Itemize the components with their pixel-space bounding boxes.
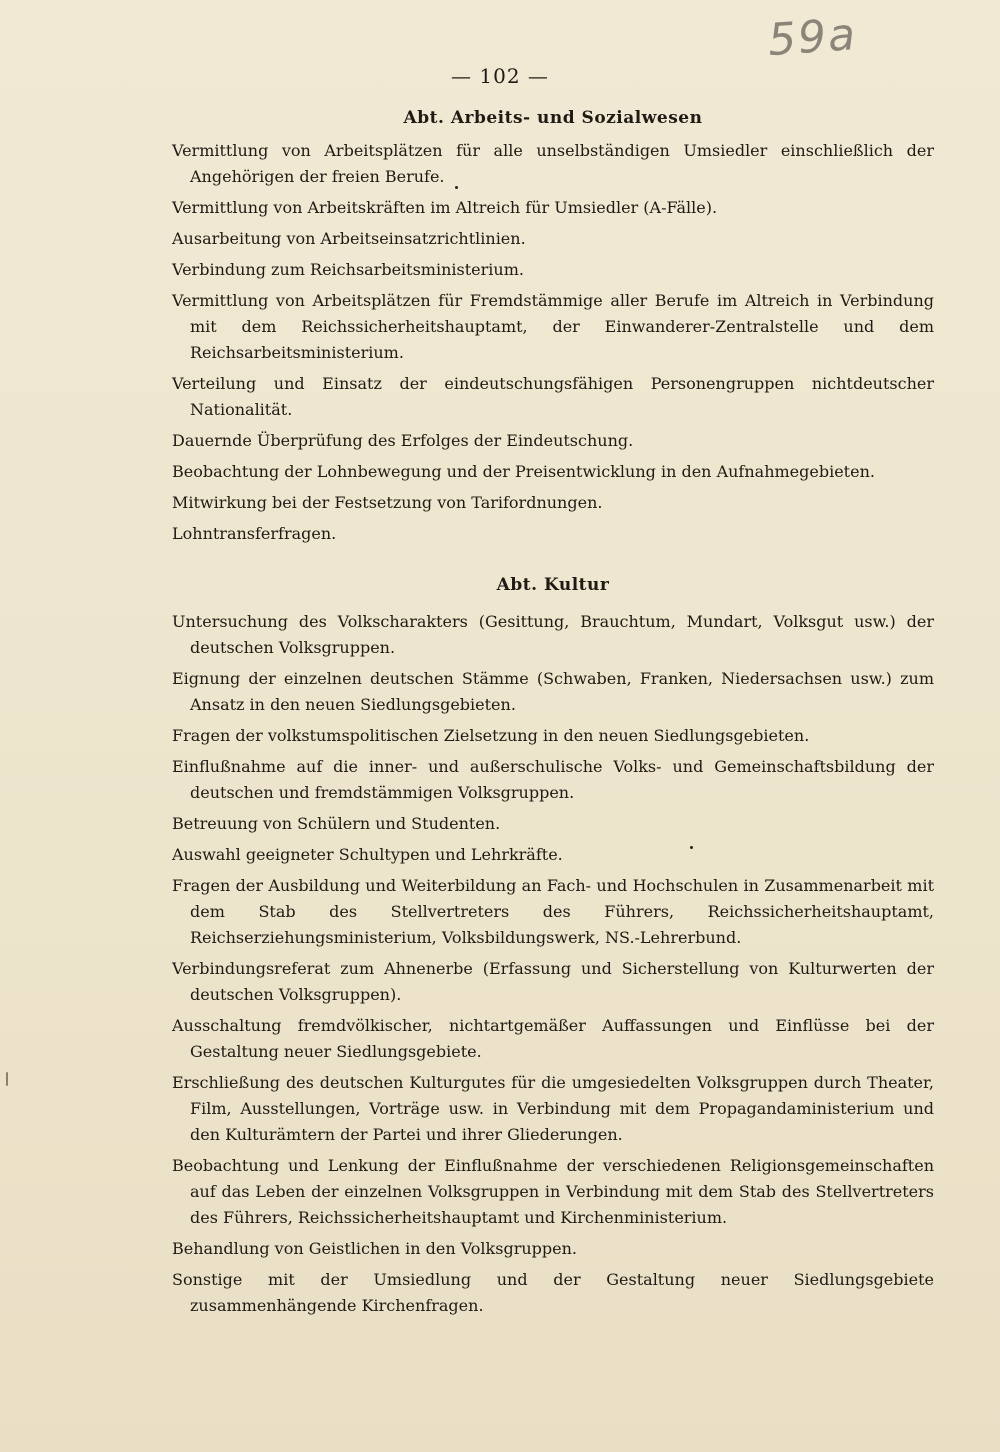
section-heading-arbeit: Abt. Arbeits- und Sozialwesen bbox=[403, 108, 703, 128]
paper-speck bbox=[455, 186, 458, 189]
list-item: Ausschaltung fremdvölkischer, nichtartgemäßer Auffassungen und Einflüsse bei der Gestaltung neuer Siedlungsgebiete. bbox=[172, 1016, 934, 1061]
list-item: Betreuung von Schülern und Studenten. bbox=[172, 814, 501, 833]
list-item: Auswahl geeigneter Schultypen und Lehrkräfte. bbox=[172, 845, 563, 864]
list-item: Sonstige mit der Umsiedlung und der Gestaltung neuer Siedlungsgebiete zusammenhängende Kirchenfragen. bbox=[172, 1270, 934, 1315]
list-item: Ausarbeitung von Arbeitseinsatzrichtlinien. bbox=[172, 229, 526, 248]
list-item: Beobachtung und Lenkung der Einflußnahme der verschiedenen Religionsgemeinschaften auf das Leben der einzelnen Volksgruppen in Verbindung mit dem Stab des Stellvertreters des Führers, Reichssicherheitshauptamt und Kirchenministerium. bbox=[172, 1156, 934, 1227]
list-item: Beobachtung der Lohnbewegung und der Preisentwicklung in den Aufnahmegebieten. bbox=[172, 462, 875, 481]
page-edge-mark bbox=[6, 1072, 8, 1086]
list-item: Fragen der Ausbildung und Weiterbildung an Fach- und Hochschulen in Zusammenarbeit mit dem Stab des Stellvertreters des Führers, Reichssicherheitshauptamt, Reichserziehungsministerium, Volksbildungswerk, NS.-Lehrerbund. bbox=[172, 876, 934, 947]
list-item: Fragen der volkstumspolitischen Zielsetzung in den neuen Siedlungsgebieten. bbox=[172, 726, 810, 745]
list-item: Vermittlung von Arbeitsplätzen für Fremdstämmige aller Berufe im Altreich in Verbindung mit dem Reichssicherheitshauptamt, der Einwanderer-Zentralstelle und dem Reichsarbeitsministerium. bbox=[172, 291, 934, 362]
document-body bbox=[172, 108, 934, 1324]
list-item: Vermittlung von Arbeitsplätzen für alle unselbständigen Umsiedler einschließlich der Angehörigen der freien Berufe. bbox=[172, 141, 934, 186]
list-item: Mitwirkung bei der Festsetzung von Tarifordnungen. bbox=[172, 493, 603, 512]
list-item: Einflußnahme auf die inner- und außerschulische Volks- und Gemeinschaftsbildung der deutschen und fremdstämmigen Volksgruppen. bbox=[172, 757, 934, 802]
list-item: Erschließung des deutschen Kulturgutes für die umgesiedelten Volksgruppen durch Theater, Film, Ausstellungen, Vorträge usw. in Verbindung mit dem Propagandaministerium und den Kulturämtern der Partei und ihrer Gliederungen. bbox=[172, 1073, 934, 1144]
list-item: Vermittlung von Arbeitskräften im Altreich für Umsiedler (A-Fälle). bbox=[172, 198, 718, 217]
list-item: Lohntransferfragen. bbox=[172, 524, 337, 543]
section-heading-kultur: Abt. Kultur bbox=[496, 575, 610, 595]
list-item: Eignung der einzelnen deutschen Stämme (Schwaben, Franken, Niedersachsen usw.) zum Ansatz in den neuen Siedlungsgebieten. bbox=[172, 669, 934, 714]
list-item: Dauernde Überprüfung des Erfolges der Eindeutschung. bbox=[172, 431, 634, 450]
list-item: Verbindung zum Reichsarbeitsministerium. bbox=[172, 260, 524, 279]
page-number: — 102 — bbox=[451, 64, 549, 88]
paper-speck bbox=[690, 846, 693, 849]
list-item: Behandlung von Geistlichen in den Volksgruppen. bbox=[172, 1239, 577, 1258]
list-item: Verbindungsreferat zum Ahnenerbe (Erfassung und Sicherstellung von Kulturwerten der deutschen Volksgruppen). bbox=[172, 959, 934, 1004]
list-item: Untersuchung des Volkscharakters (Gesittung, Brauchtum, Mundart, Volksgut usw.) der deutschen Volksgruppen. bbox=[172, 612, 934, 657]
list-item: Verteilung und Einsatz der eindeutschungsfähigen Personengruppen nichtdeutscher Nationalität. bbox=[172, 374, 934, 419]
handwritten-annotation: 59a bbox=[766, 8, 859, 67]
